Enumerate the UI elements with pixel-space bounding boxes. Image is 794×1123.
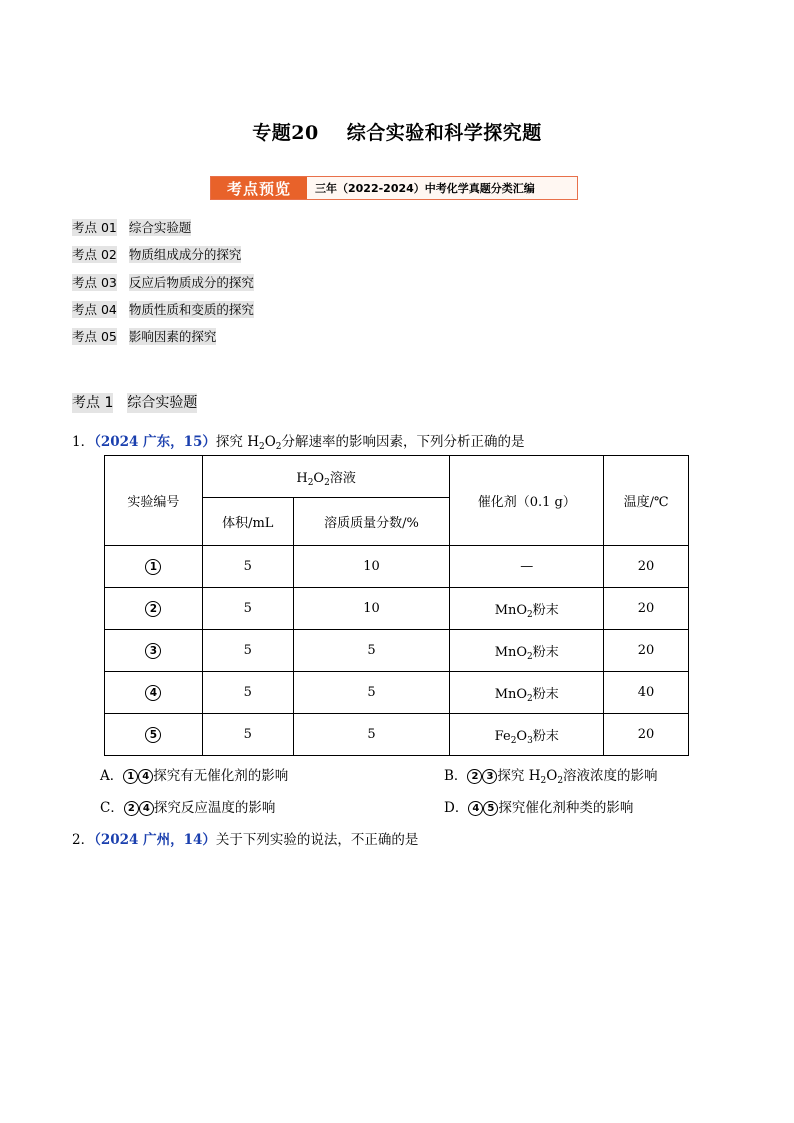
toc-item[interactable]: 考点 02 物质组成成分的探究 xyxy=(72,247,242,263)
experiment-id: 1 xyxy=(145,559,161,575)
preview-banner xyxy=(210,176,578,200)
table-row: 5 5 5 $Fe_2O_3$粉末 20 xyxy=(105,714,689,756)
header-catalyst: 催化剂（0.1 g） xyxy=(450,456,604,546)
section-heading: 考点 1 综合实验题 xyxy=(72,395,198,411)
topic-number: 专题20 xyxy=(252,122,319,144)
question-2: 2．（2024 广州，14）关于下列实验的说法，不正确的是 xyxy=(72,832,419,848)
option-a[interactable]: A． 1 4 探究有无催化剂的影响 xyxy=(100,768,289,784)
banner-subtitle: 三年（2022-2024）中考化学真题分类汇编 xyxy=(307,177,577,199)
header-experiment-id: 实验编号 xyxy=(105,456,203,546)
question-source: （2024 广东，15） xyxy=(94,434,216,450)
banner-tag: 考点预览 xyxy=(211,177,307,199)
table-row: 1 5 10 — 20 xyxy=(105,546,689,588)
toc-item[interactable]: 考点 01 综合实验题 xyxy=(72,220,192,235)
toc-item[interactable]: 考点 04 物质性质和变质的探究 xyxy=(72,301,254,317)
toc-item[interactable]: 考点 05 影响因素的探究 xyxy=(72,329,217,345)
experiment-id: 5 xyxy=(145,727,161,743)
table-row: 4 5 5 MnO$_2$粉末 40 xyxy=(105,672,689,714)
experiment-id: 4 xyxy=(145,685,161,701)
header-mass-fraction: 溶质质量分数/% xyxy=(293,498,450,546)
table-row: 3 5 5 MnO$_2$粉末 20 xyxy=(105,630,689,672)
option-d[interactable]: D． 4 5 探究催化剂种类的影响 xyxy=(444,800,634,816)
header-temperature: 温度/℃ xyxy=(604,456,689,546)
topic-list xyxy=(72,218,254,354)
experiment-id: 2 xyxy=(145,601,161,617)
toc-item[interactable]: 考点 03 反应后物质成分的探究 xyxy=(72,274,254,290)
table-row: 2 5 10 MnO$_2$粉末 20 xyxy=(105,588,689,630)
experiment-id: 3 xyxy=(145,643,161,659)
page-title xyxy=(0,118,794,145)
header-volume: 体积/mL xyxy=(202,498,293,546)
experiment-table xyxy=(104,455,689,756)
topic-name: 综合实验和科学探究题 xyxy=(346,122,542,144)
option-b[interactable]: B． 2 3 探究 $H_2O_2$溶液浓度的影响 xyxy=(444,768,658,786)
option-c[interactable]: C． 2 4 探究反应温度的影响 xyxy=(100,800,276,816)
question-1: 1．（2024 广东，15）探究 $H_2O_2$分解速率的影响因素，下列分析正确的是 xyxy=(72,434,525,452)
header-solution: $H_2O_2$溶液 xyxy=(202,456,450,498)
question-source: （2024 广州，14） xyxy=(94,832,216,848)
